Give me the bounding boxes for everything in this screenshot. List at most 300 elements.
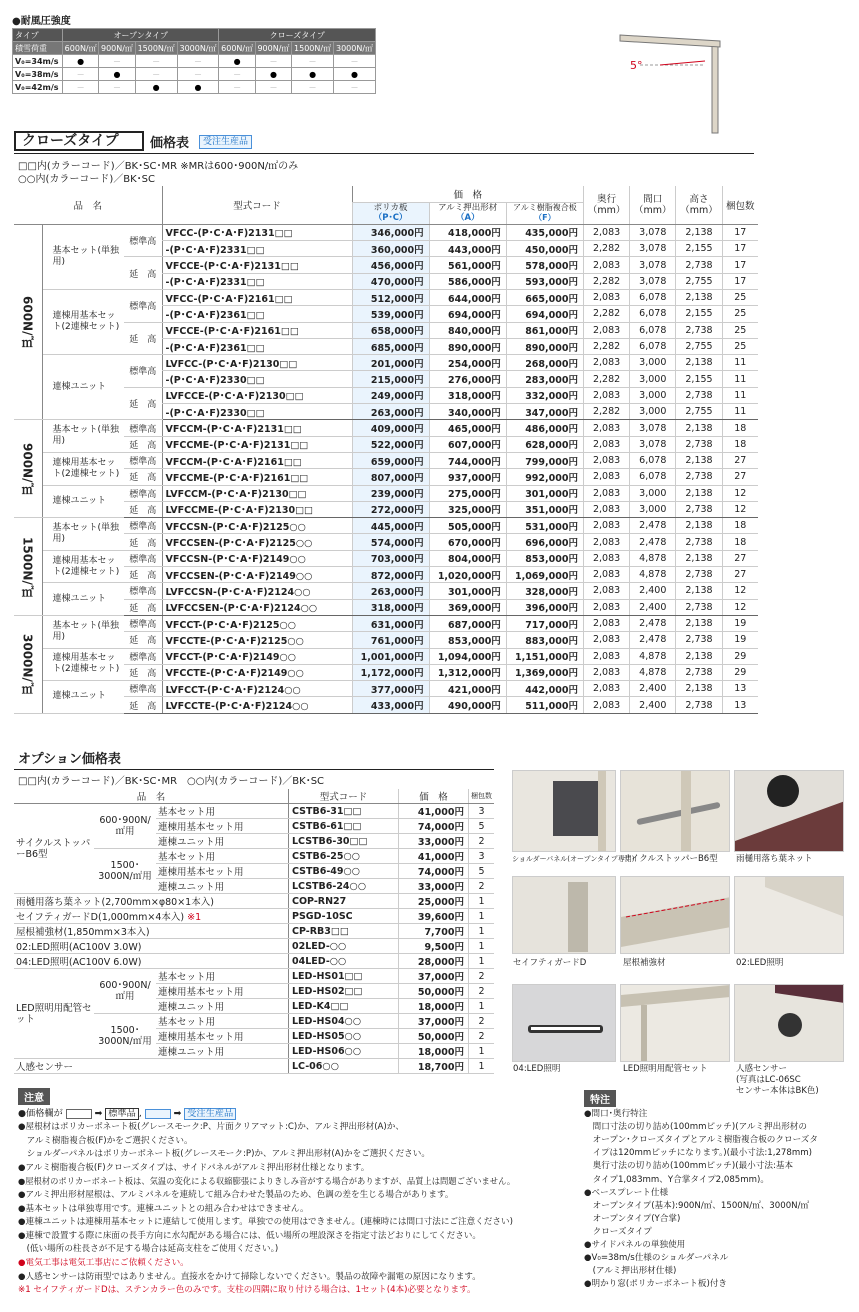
- wind-cell: －: [255, 55, 291, 68]
- price-alu: 840,000円: [429, 322, 506, 338]
- pack-count: 19: [722, 615, 758, 631]
- height-type: 延 高: [124, 599, 162, 615]
- h-alu-code: （A）: [455, 213, 480, 224]
- model-code: -(P･C･A･F)2361□□: [162, 338, 352, 354]
- height-type: 延 高: [124, 436, 162, 452]
- height-type: 延 高: [124, 632, 162, 648]
- wind-cell: ●: [292, 68, 334, 81]
- product-name: 基本セット(単独用): [42, 420, 124, 453]
- price-poly: 539,000円: [352, 306, 429, 322]
- price-alu: 505,000円: [429, 518, 506, 534]
- option-qty: 3: [469, 849, 495, 864]
- price-label: 価格表: [150, 136, 190, 151]
- depth: 2,083: [583, 289, 629, 305]
- pack-count: 25: [722, 306, 758, 322]
- feature-line: オープンタイプ(Y合掌): [584, 1213, 681, 1224]
- photo-led-02: [734, 876, 844, 954]
- price-alu: 369,000円: [429, 599, 506, 615]
- wind-cell: ●: [219, 55, 255, 68]
- options-rule: [14, 769, 494, 770]
- pack-count: 13: [722, 697, 758, 713]
- model-code: VFCCSN-(P･C･A･F)2125○○: [162, 518, 352, 534]
- snow-value: 3000N/㎡: [334, 42, 376, 55]
- depth: 2,083: [583, 469, 629, 485]
- price-alu: 340,000円: [429, 404, 506, 420]
- pack-count: 17: [722, 241, 758, 257]
- pack-count: 13: [722, 681, 758, 697]
- width: 3,000: [630, 371, 676, 387]
- height: 2,155: [676, 371, 722, 387]
- snow-value: 1500N/㎡: [135, 42, 177, 55]
- product-name: 連棟用基本セット(2連棟セット): [42, 648, 124, 681]
- wind-cell: ●: [177, 81, 219, 94]
- price-row: [14, 224, 758, 240]
- option-code: LC-06○○: [289, 1059, 399, 1074]
- note-line: ●人感センサーは防雨型ではありません。直接水をかけて掃除しないでください。製品の故障や漏電の原因になります。: [18, 1271, 481, 1282]
- close-type-title: クローズタイプ: [14, 131, 144, 151]
- note-l1a: ●価格欄が: [18, 1108, 63, 1119]
- product-name: 基本セット(単独用): [42, 224, 124, 289]
- order-badge: 受注生産品: [199, 135, 252, 149]
- h-pack: 梱包数: [722, 186, 758, 224]
- price-resin: 1,369,000円: [506, 664, 583, 680]
- h-name: 品 名: [14, 186, 162, 224]
- option-code: 02LED-○○: [289, 939, 399, 954]
- option-code: LED-HS02□□: [289, 984, 399, 999]
- height-type: 標準高: [124, 420, 162, 436]
- price-row: [14, 534, 758, 550]
- height: 2,138: [676, 615, 722, 631]
- price-resin: 435,000円: [506, 224, 583, 240]
- option-row: [14, 924, 494, 939]
- pack-count: 18: [722, 518, 758, 534]
- height: 2,138: [676, 355, 722, 371]
- price-resin: 665,000円: [506, 289, 583, 305]
- product-name: 連棟ユニット: [42, 583, 124, 616]
- h-depth: [583, 186, 629, 224]
- price-resin: 890,000円: [506, 338, 583, 354]
- option-target: 基本セット用: [156, 1014, 289, 1029]
- price-row: [14, 355, 758, 371]
- model-code: -(P･C･A･F)2361□□: [162, 306, 352, 322]
- option-price: 18,000円: [399, 999, 469, 1014]
- option-qty: 1: [469, 939, 495, 954]
- photo-cycle-stopper: [620, 770, 730, 852]
- height-type: 標準高: [124, 289, 162, 322]
- option-qty: 2: [469, 1014, 495, 1029]
- price-row: [14, 632, 758, 648]
- price-resin: 283,000円: [506, 371, 583, 387]
- carport-diagram: [600, 25, 750, 135]
- feature-line: 間口寸法の切り詰め(100mmピッチ)(アルミ押出形材の: [584, 1122, 807, 1133]
- option-price: 50,000円: [399, 984, 469, 999]
- price-alu: 644,000円: [429, 289, 506, 305]
- note-line: ●アルミ押出形材屋根は、アルミパネルを連続して組み合わせた製品のため、色調の差を生じる場合があります。: [18, 1190, 454, 1200]
- price-alu: 276,000円: [429, 371, 506, 387]
- cap-roof-reinforcement: 屋根補強材: [623, 958, 666, 968]
- feature-line: (アルミ押出形材仕様): [584, 1266, 677, 1277]
- cap-sensor-3: センサー本体はBK色): [736, 1086, 819, 1096]
- feature-line: ●V₀=38m/s仕様のショルダーパネル: [584, 1253, 729, 1264]
- model-code: -(P･C･A･F)2330□□: [162, 404, 352, 420]
- option-code: LED-HS04○○: [289, 1014, 399, 1029]
- height: 2,738: [676, 257, 722, 273]
- price-alu: 318,000円: [429, 387, 506, 403]
- height: 2,755: [676, 404, 722, 420]
- height-type: 延 高: [124, 257, 162, 290]
- option-price: 41,000円: [399, 849, 469, 864]
- option-qty: 2: [469, 1029, 495, 1044]
- pack-count: 12: [722, 583, 758, 599]
- height: 2,138: [676, 224, 722, 240]
- model-code: LVFCCM-(P･C･A･F)2130□□: [162, 485, 352, 501]
- option-price: 74,000円: [399, 819, 469, 834]
- model-code: -(P･C･A･F)2331□□: [162, 273, 352, 289]
- price-poly: 263,000円: [352, 583, 429, 599]
- price-row: [14, 485, 758, 501]
- price-alu: 890,000円: [429, 338, 506, 354]
- width: 3,000: [630, 387, 676, 403]
- depth: 2,282: [583, 241, 629, 257]
- color-note-2: ○○内(カラーコード)／BK･SC: [18, 174, 156, 185]
- width: 6,078: [630, 322, 676, 338]
- depth: 2,083: [583, 648, 629, 664]
- width: 3,078: [630, 436, 676, 452]
- wind-cell: －: [334, 55, 376, 68]
- option-name: [14, 954, 289, 969]
- price-poly: 685,000円: [352, 338, 429, 354]
- price-poly: 263,000円: [352, 404, 429, 420]
- height-type: 延 高: [124, 387, 162, 420]
- depth: 2,083: [583, 436, 629, 452]
- price-resin: 628,000円: [506, 436, 583, 452]
- width: 2,478: [630, 518, 676, 534]
- model-code: VFCCT-(P･C･A･F)2149○○: [162, 648, 352, 664]
- features-title: 特注: [584, 1090, 616, 1107]
- model-code: VFCCTE-(P･C･A･F)2149○○: [162, 664, 352, 680]
- wind-open: オープンタイプ: [63, 29, 219, 42]
- height-type: 標準高: [124, 681, 162, 697]
- width: 2,400: [630, 583, 676, 599]
- note-line: ●アルミ樹脂複合板(F)クローズタイプは、サイドパネルがアルミ押出形材仕様となります。: [18, 1162, 370, 1173]
- depth: 2,083: [583, 257, 629, 273]
- price-poly: 512,000円: [352, 289, 429, 305]
- height: 2,738: [676, 664, 722, 680]
- width: 4,878: [630, 648, 676, 664]
- oh-qty: 梱包数: [469, 789, 495, 804]
- price-alu: 561,000円: [429, 257, 506, 273]
- price-poly: 807,000円: [352, 469, 429, 485]
- price-poly: 631,000円: [352, 615, 429, 631]
- height: 2,138: [676, 485, 722, 501]
- model-code: VFCCM-(P･C･A･F)2131□□: [162, 420, 352, 436]
- pack-count: 12: [722, 599, 758, 615]
- model-code: LVFCCSEN-(P･C･A･F)2124○○: [162, 599, 352, 615]
- title-rule: [14, 153, 754, 154]
- blue-box: [145, 1109, 171, 1119]
- product-name: 連棟用基本セット(2連棟セット): [42, 550, 124, 583]
- depth: 2,083: [583, 632, 629, 648]
- h-poly-code: （P･C）: [373, 213, 408, 224]
- width: 4,878: [630, 567, 676, 583]
- depth: 2,083: [583, 518, 629, 534]
- price-resin: 593,000円: [506, 273, 583, 289]
- pack-count: 11: [722, 404, 758, 420]
- model-code: -(P･C･A･F)2331□□: [162, 241, 352, 257]
- wind-title: ●耐風圧強度: [12, 16, 71, 27]
- price-row: [14, 387, 758, 403]
- note-line: アルミ樹脂複合板(F)かをご選択ください。: [18, 1135, 193, 1146]
- height-type: 標準高: [124, 224, 162, 257]
- price-row: [14, 599, 758, 615]
- price-poly: 346,000円: [352, 224, 429, 240]
- note-line: ●屋根材はポリカーボネート板(グレースモーク:P、片面クリアマット:C)か、アルミ押出形材(A)か、: [18, 1122, 404, 1132]
- wind-cell: －: [255, 81, 291, 94]
- height: 2,138: [676, 420, 722, 436]
- height: 2,738: [676, 567, 722, 583]
- option-price: 33,000円: [399, 834, 469, 849]
- price-resin: 301,000円: [506, 485, 583, 501]
- price-poly: 658,000円: [352, 322, 429, 338]
- option-qty: 1: [469, 909, 495, 924]
- width: 3,078: [630, 224, 676, 240]
- group-label: 600N/㎡: [14, 224, 42, 420]
- price-poly: 1,001,000円: [352, 648, 429, 664]
- price-row: [14, 322, 758, 338]
- price-alu: 853,000円: [429, 632, 506, 648]
- option-target: 基本セット用: [156, 849, 289, 864]
- option-row: [14, 954, 494, 969]
- option-price: 18,000円: [399, 1044, 469, 1059]
- price-row: [14, 550, 758, 566]
- price-poly: 360,000円: [352, 241, 429, 257]
- wind-cell: －: [135, 55, 177, 68]
- width: 3,078: [630, 257, 676, 273]
- product-name: 連棟用基本セット(2連棟セット): [42, 452, 124, 485]
- price-poly: 445,000円: [352, 518, 429, 534]
- price-alu: 301,000円: [429, 583, 506, 599]
- option-name: [14, 909, 289, 924]
- wind-close: クローズタイプ: [219, 29, 376, 42]
- h-unit: （mm）: [587, 204, 626, 216]
- height-type: 延 高: [124, 664, 162, 680]
- price-poly: 377,000円: [352, 681, 429, 697]
- photo-leaf-net: [734, 770, 844, 852]
- height: 2,138: [676, 518, 722, 534]
- cap-sensor-2: (写真はLC-06SC: [736, 1075, 801, 1085]
- depth: 2,083: [583, 550, 629, 566]
- option-price: 37,000円: [399, 969, 469, 984]
- feature-line: ●間口･奥行特注: [584, 1109, 648, 1119]
- option-price: 18,700円: [399, 1059, 469, 1074]
- price-poly: 433,000円: [352, 697, 429, 713]
- options-note: □□内(カラーコード)／BK･SC･MR ○○内(カラーコード)／BK･SC: [18, 776, 325, 787]
- depth: 2,083: [583, 420, 629, 436]
- options-title: オプション価格表: [18, 752, 121, 767]
- width: 3,078: [630, 273, 676, 289]
- price-row: [14, 567, 758, 583]
- model-code: VFCC-(P･C･A･F)2161□□: [162, 289, 352, 305]
- price-resin: 694,000円: [506, 306, 583, 322]
- snow-value: 600N/㎡: [63, 42, 99, 55]
- wind-cell: －: [63, 81, 99, 94]
- width: 2,400: [630, 697, 676, 713]
- pack-count: 12: [722, 485, 758, 501]
- width: 2,478: [630, 615, 676, 631]
- width: 3,000: [630, 501, 676, 517]
- pack-count: 17: [722, 224, 758, 240]
- pack-count: 18: [722, 436, 758, 452]
- depth: 2,083: [583, 485, 629, 501]
- wind-row: [13, 68, 376, 81]
- model-code: VFCCME-(P･C･A･F)2161□□: [162, 469, 352, 485]
- depth: 2,083: [583, 664, 629, 680]
- h-resin: [506, 202, 583, 224]
- option-row: [14, 939, 494, 954]
- price-poly: 456,000円: [352, 257, 429, 273]
- option-price: 41,000円: [399, 804, 469, 819]
- depth: 2,083: [583, 697, 629, 713]
- option-qty: 2: [469, 879, 495, 894]
- height-type: 延 高: [124, 567, 162, 583]
- pack-count: 27: [722, 567, 758, 583]
- price-resin: 992,000円: [506, 469, 583, 485]
- wind-cell: －: [99, 81, 135, 94]
- note-line-1: ●価格欄が ➡ 標準品 , ➡ 受注生産品: [18, 1108, 236, 1120]
- note-line: ●基本セットは単独専用です。連棟ユニットとの組み合わせはできません。: [18, 1203, 309, 1214]
- h-resin-text: アルミ樹脂複合板: [513, 203, 577, 213]
- width: 2,478: [630, 534, 676, 550]
- option-load: 600･900N/㎡用: [94, 969, 156, 1014]
- height: 2,138: [676, 550, 722, 566]
- diagram-angle: 5°: [630, 59, 643, 72]
- height: 2,738: [676, 534, 722, 550]
- note-line: ●連棟ユニットは連棟用基本セットに連結して使用します。単独での使用はできません。(連棟時には間口寸法にご注意ください): [18, 1217, 513, 1228]
- price-poly: 659,000円: [352, 452, 429, 468]
- price-row: [14, 664, 758, 680]
- feature-line: イプは120mmピッチになります。)(最小寸法:1,278mm): [584, 1148, 812, 1159]
- height: 2,755: [676, 273, 722, 289]
- cap-cycle: サイクルストッパーB6型: [623, 854, 718, 864]
- option-qty: 5: [469, 819, 495, 834]
- price-poly: 574,000円: [352, 534, 429, 550]
- option-qty: 3: [469, 804, 495, 819]
- height-type: 標準高: [124, 648, 162, 664]
- option-code: CP-RB3□□: [289, 924, 399, 939]
- price-resin: 861,000円: [506, 322, 583, 338]
- wind-speed: V₀=34m/s: [13, 55, 63, 68]
- cap-led-pipe: LED照明用配管セット: [623, 1064, 708, 1074]
- width: 3,000: [630, 404, 676, 420]
- h-code: 型式コード: [162, 186, 352, 224]
- price-poly: 1,172,000円: [352, 664, 429, 680]
- wind-cell: －: [99, 55, 135, 68]
- wind-cell: ●: [255, 68, 291, 81]
- note-line: ●電気工事は電気工事店にご依頼ください。: [18, 1258, 189, 1268]
- photo-led-04: [512, 984, 616, 1062]
- price-row: [14, 289, 758, 305]
- height-type: 標準高: [124, 452, 162, 468]
- model-code: VFCCE-(P･C･A･F)2161□□: [162, 322, 352, 338]
- depth: 2,083: [583, 224, 629, 240]
- model-code: -(P･C･A･F)2330□□: [162, 371, 352, 387]
- price-alu: 254,000円: [429, 355, 506, 371]
- depth: 2,083: [583, 322, 629, 338]
- options-table: [14, 789, 494, 1074]
- h-height-text: 高さ: [689, 193, 709, 205]
- option-code: PSGD-10SC: [289, 909, 399, 924]
- model-code: LVFCCE-(P･C･A･F)2130□□: [162, 387, 352, 403]
- height-type: 延 高: [124, 469, 162, 485]
- option-target: 連棟ユニット用: [156, 834, 289, 849]
- price-row: [14, 501, 758, 517]
- price-alu: 418,000円: [429, 224, 506, 240]
- pack-count: 17: [722, 273, 758, 289]
- price-resin: 486,000円: [506, 420, 583, 436]
- price-row: [14, 615, 758, 631]
- wind-cell: －: [292, 55, 334, 68]
- height-type: 延 高: [124, 697, 162, 713]
- cap-led-02: 02:LED照明: [736, 958, 784, 968]
- feature-line: タイプ1,083mm、Y合掌タイプ2,085mm)。: [584, 1174, 769, 1185]
- option-mark: ※1: [187, 912, 202, 923]
- price-poly: 470,000円: [352, 273, 429, 289]
- price-row: [14, 648, 758, 664]
- option-price: 74,000円: [399, 864, 469, 879]
- option-row: [14, 909, 494, 924]
- model-code: VFCCSEN-(P･C･A･F)2125○○: [162, 534, 352, 550]
- option-name-text: 02:LED照明(AC100V 3.0W): [16, 942, 142, 953]
- height-type: 標準高: [124, 615, 162, 631]
- snow-value: 900N/㎡: [99, 42, 135, 55]
- wind-cell: －: [219, 68, 255, 81]
- price-alu: 687,000円: [429, 615, 506, 631]
- option-qty: 2: [469, 834, 495, 849]
- note-line: ※1 セイフティガードDは、ステンカラー色のみです。支柱の四隅に取り付ける場合は、1セット(4本)必要となります。: [18, 1285, 476, 1296]
- h-depth-text: 奥行: [597, 193, 617, 205]
- feature-line: 奥行寸法の切り詰め(100mmピッチ)(最小寸法:基本: [584, 1161, 794, 1172]
- option-code: CSTB6-31□□: [289, 804, 399, 819]
- pack-count: 29: [722, 648, 758, 664]
- snow-value: 600N/㎡: [219, 42, 255, 55]
- price-resin: 696,000円: [506, 534, 583, 550]
- model-code: LVFCC-(P･C･A･F)2130□□: [162, 355, 352, 371]
- width: 2,400: [630, 599, 676, 615]
- option-target: 基本セット用: [156, 804, 289, 819]
- price-alu: 325,000円: [429, 501, 506, 517]
- width: 3,078: [630, 241, 676, 257]
- price-alu: 937,000円: [429, 469, 506, 485]
- price-resin: 442,000円: [506, 681, 583, 697]
- pack-count: 12: [722, 501, 758, 517]
- option-target: 基本セット用: [156, 969, 289, 984]
- wind-speed: V₀=38m/s: [13, 68, 63, 81]
- oh-price: 価 格: [399, 789, 469, 804]
- snow-value: 3000N/㎡: [177, 42, 219, 55]
- depth: 2,083: [583, 501, 629, 517]
- price-alu: 744,000円: [429, 452, 506, 468]
- depth: 2,083: [583, 599, 629, 615]
- option-qty: 1: [469, 999, 495, 1014]
- pack-count: 17: [722, 257, 758, 273]
- width: 6,078: [630, 469, 676, 485]
- price-alu: 443,000円: [429, 241, 506, 257]
- width: 2,478: [630, 632, 676, 648]
- price-poly: 522,000円: [352, 436, 429, 452]
- option-code: LED-K4□□: [289, 999, 399, 1014]
- price-row: [14, 452, 758, 468]
- color-note-1: □□内(カラーコード)／BK･SC･MR ※MRは600･900N/㎡のみ: [18, 161, 299, 172]
